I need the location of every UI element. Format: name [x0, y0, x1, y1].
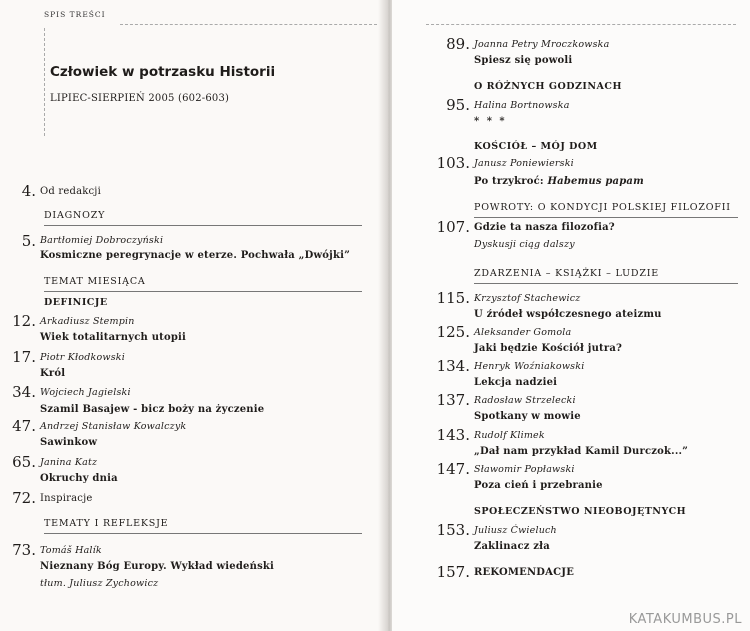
section-heading: TEMAT MIESIĄCA [44, 276, 146, 287]
subsection-heading: KOŚCIÓŁ – MÓJ DOM [474, 141, 598, 152]
entry-number: 95. [446, 96, 470, 114]
entry-number: 65. [12, 453, 36, 471]
entry-number: 12. [12, 312, 36, 330]
entry-title: Lekcja nadziei [474, 377, 558, 388]
section-rule [474, 283, 738, 284]
entry-translator: tłum. Juliusz Zychowicz [40, 578, 159, 589]
entry-number: 134. [436, 357, 470, 375]
entry-number: 153. [436, 521, 470, 539]
entry-author: Henryk Woźniakowski [474, 361, 585, 372]
magazine-title: Człowiek w potrzasku Historii [50, 64, 276, 80]
entry-number: 34. [12, 383, 36, 401]
entry-title: Jaki będzie Kościół jutra? [474, 343, 623, 354]
entry-number: 143. [436, 426, 470, 444]
entry-author: Rudolf Klimek [474, 430, 545, 441]
entry-author: Andrzej Stanisław Kowalczyk [40, 421, 187, 432]
entry-title: Poza cień i przebranie [474, 480, 603, 491]
subsection-heading: DEFINICJE [44, 297, 108, 308]
entry-title: Kosmiczne peregrynacje w eterze. Pochwała „Dwójki” [40, 250, 351, 261]
entry-number: 137. [436, 391, 470, 409]
entry-author: Sławomir Popławski [474, 464, 575, 475]
header-frame-top [120, 24, 382, 25]
entry-number: 107. [436, 218, 470, 236]
section-rule [44, 533, 362, 534]
entry-number: 47. [12, 417, 36, 435]
entry-title [474, 176, 644, 187]
header-frame-top-right [426, 24, 736, 25]
entry-title-prefix: Po trzykroć: [474, 176, 548, 187]
entry-author: Janina Katz [40, 457, 98, 468]
entry-title: * * * [474, 116, 507, 127]
header-frame-left [44, 28, 45, 136]
entry-author: Krzysztof Stachewicz [474, 293, 581, 304]
section-heading: ZDARZENIA – KSIĄŻKI – LUDZIE [474, 268, 660, 279]
section-rule [44, 225, 362, 226]
entry-author: Juliusz Ćwieluch [474, 525, 557, 536]
entry-title: Szamil Basajew - bicz boży na życzenie [40, 404, 265, 415]
entry-author: Bartłomiej Dobroczyński [40, 235, 164, 246]
toc-header-label: SPIS TREŚCI [44, 10, 106, 19]
entry-author: Aleksander Gomola [474, 327, 572, 338]
entry-number: 73. [12, 541, 36, 559]
entry-number: 125. [436, 323, 470, 341]
entry-title: Nieznany Bóg Europy. Wykład wiedeński [40, 561, 275, 572]
subsection-heading: SPOŁECZEŃSTWO NIEOBOJĘTNYCH [474, 506, 687, 517]
section-rule [474, 217, 738, 218]
entry-author: Radosław Strzelecki [474, 395, 576, 406]
entry-author: Janusz Poniewierski [474, 158, 574, 169]
entry-title: Król [40, 368, 66, 379]
watermark: KATAKUMBUS.PL [628, 612, 742, 627]
entry-number: 17. [12, 348, 36, 366]
entry-title: Spotkany w mowie [474, 411, 581, 422]
right-page [392, 0, 750, 631]
entry-number: 157. [436, 563, 470, 581]
entry-author: Joanna Petry Mroczkowska [474, 39, 610, 50]
section-rule [44, 291, 362, 292]
entry-author: Halina Bortnowska [474, 100, 570, 111]
entry-author: Arkadiusz Stempin [40, 316, 135, 327]
entry-title: Zaklinacz zła [474, 541, 550, 552]
entry-author: Piotr Kłodkowski [40, 352, 125, 363]
entry-number: 147. [436, 460, 470, 478]
section-heading: POWROTY: O KONDYCJI POLSKIEJ FILOZOFII [474, 202, 731, 213]
entry-number: 103. [436, 154, 470, 172]
section-heading: DIAGNOZY [44, 210, 106, 221]
entry-number: 115. [436, 289, 470, 307]
entry-title: Od redakcji [40, 186, 101, 197]
entry-subtitle: Dyskusji ciąg dalszy [474, 239, 575, 250]
section-heading: TEMATY I REFLEKSJE [44, 518, 169, 529]
entry-title: Okruchy dnia [40, 473, 118, 484]
entry-number: 72. [12, 489, 36, 507]
entry-number: 89. [446, 35, 470, 53]
entry-title: REKOMENDACJE [474, 567, 575, 578]
entry-author: Tomáš Halík [40, 545, 102, 556]
entry-title: U źródeł współczesnego ateizmu [474, 309, 662, 320]
entry-title: Gdzie ta nasza filozofia? [474, 222, 615, 233]
entry-title: „Dał nam przykład Kamil Durczok...” [474, 446, 689, 457]
subsection-heading: O RÓŻNYCH GODZINACH [474, 81, 622, 92]
entry-title: Spiesz się powoli [474, 55, 573, 66]
entry-number: 4. [21, 182, 36, 200]
entry-title-emphasis: Habemus papam [547, 176, 644, 187]
entry-title: Sawinkow [40, 437, 98, 448]
entry-author: Wojciech Jagielski [40, 387, 131, 398]
entry-number: 5. [21, 232, 36, 250]
entry-title: Wiek totalitarnych utopii [40, 332, 187, 343]
entry-title: Inspiracje [40, 493, 93, 504]
issue-info: LIPIEC-SIERPIEŃ 2005 (602-603) [50, 93, 230, 104]
